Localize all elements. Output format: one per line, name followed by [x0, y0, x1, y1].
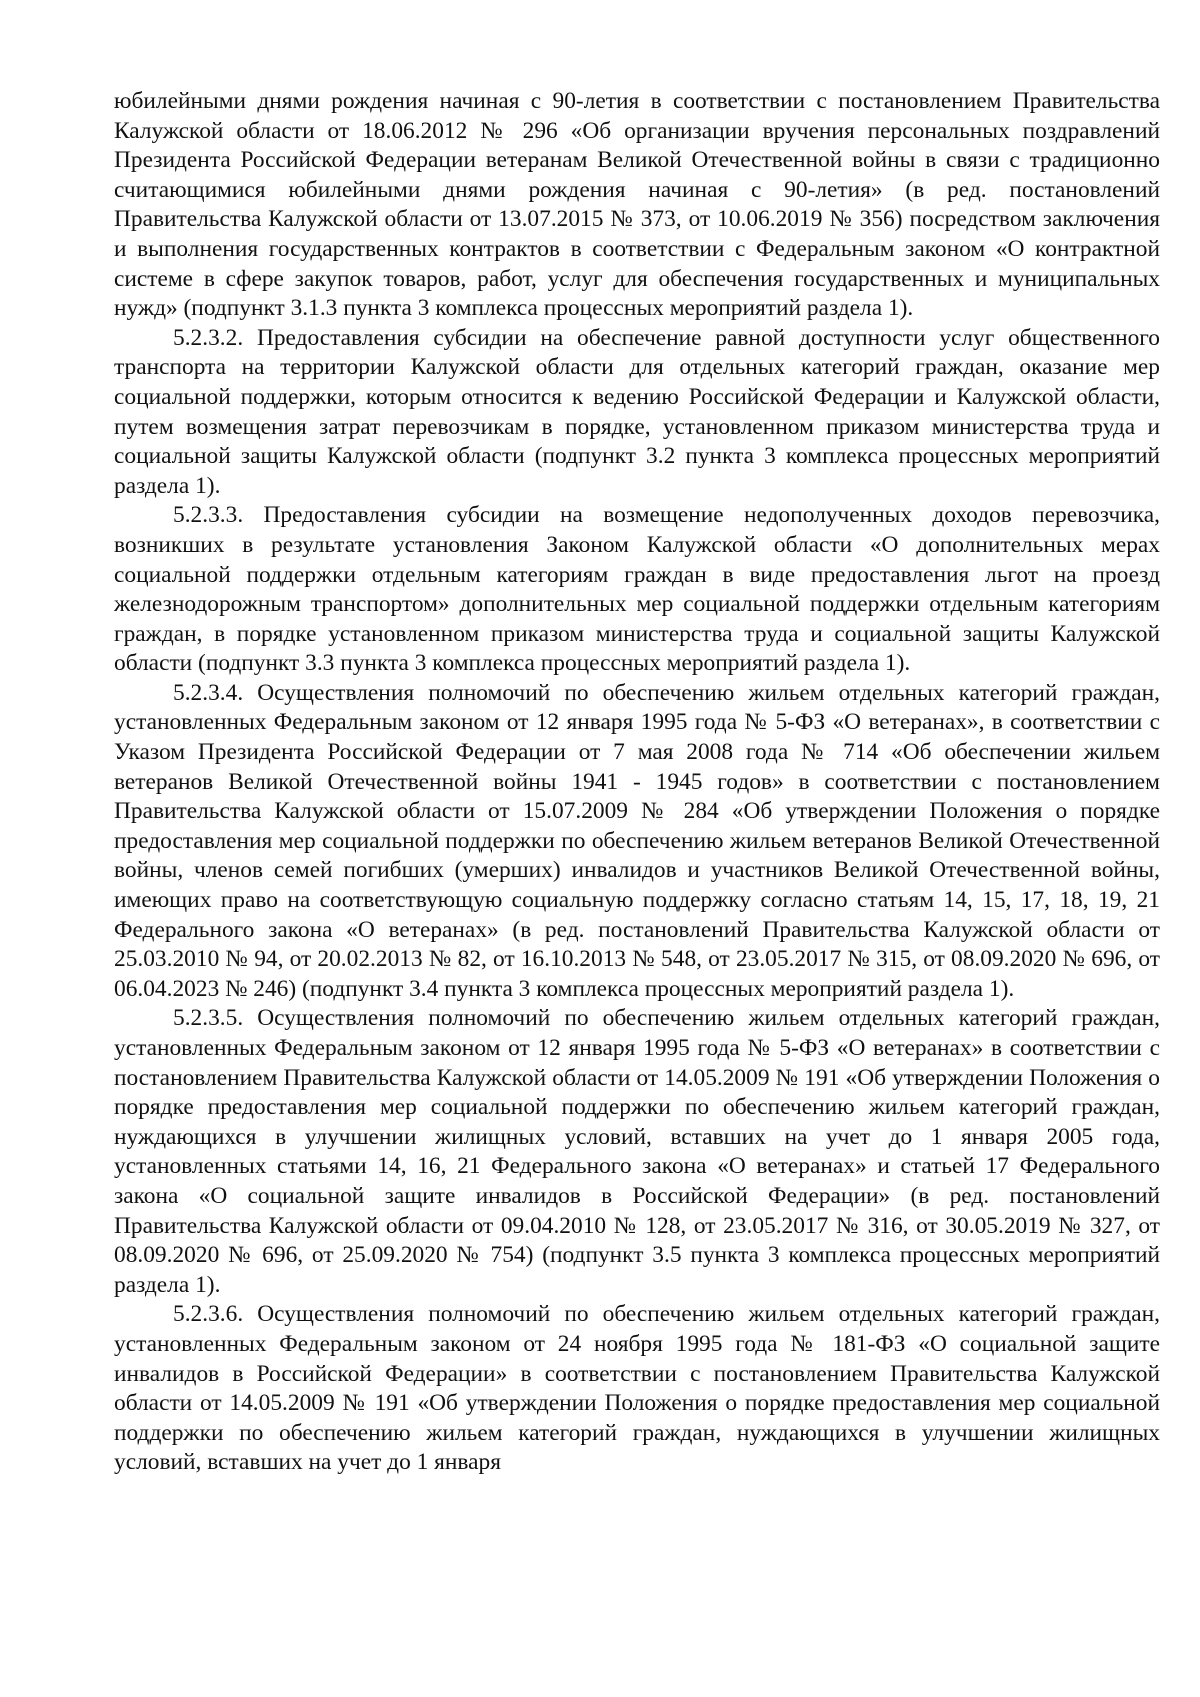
paragraph-5-2-3-6: 5.2.3.6. Осуществления полномочий по обеспечению жильем отдельных категорий граждан, установленных Федеральным законом от 24 ноября 1995 года № 181-ФЗ «О социальной защите инвалидов в Российской Федерации» в соответствии с постановлением Правительства Калужской области от 14.05.2009 № 191 «Об утверждении Положения о порядке предоставления мер социальной поддержки по обеспечению жильем категорий граждан, нуждающихся в улучшении жилищных условий, вставших на учет до 1 января — [114, 1301, 1160, 1476]
document-body — [114, 87, 1160, 1478]
paragraph-5-2-3-3: 5.2.3.3. Предоставления субсидии на возмещение недополученных доходов перевозчика, возникших в результате установления Законом Калужской области «О дополнительных мерах социальной поддержки отдельным категориям граждан в виде предоставления льгот на проезд железнодорожным транспортом» дополнительных мер социальной поддержки отдельным категориям граждан, в порядке установленном приказом министерства труда и социальной защиты Калужской области (подпункт 3.3 пункта 3 комплекса процессных мероприятий раздела 1). — [114, 502, 1160, 677]
paragraph-5-2-3-2: 5.2.3.2. Предоставления субсидии на обеспечение равной доступности услуг общественного транспорта на территории Калужской области для отдельных категорий граждан, оказание мер социальной поддержки, которым относится к ведению Российской Федерации и Калужской области, путем возмещения затрат перевозчикам в порядке, установленном приказом министерства труда и социальной защиты Калужской области (подпункт 3.2 пункта 3 комплекса процессных мероприятий раздела 1). — [114, 324, 1160, 499]
paragraph-5-2-3-5: 5.2.3.5. Осуществления полномочий по обеспечению жильем отдельных категорий граждан, установленных Федеральным законом от 12 января 1995 года № 5-ФЗ «О ветеранах» в соответствии с постановлением Правительства Калужской области от 14.05.2009 № 191 «Об утверждении Положения о порядке предоставления мер социальной поддержки по обеспечению жильем категорий граждан, нуждающихся в улучшении жилищных условий, вставших на учет до 1 января 2005 года, установленных статьями 14, 16, 21 Федерального закона «О ветеранах» и статьей 17 Федерального закона «О социальной защите инвалидов в Российской Федерации» (в ред. постановлений Правительства Калужской области от 09.04.2010 № 128, от 23.05.2017 № 316, от 30.05.2019 № 327, от 08.09.2020 № 696, от 25.09.2020 № 754) (подпункт 3.5 пункта 3 комплекса процессных мероприятий раздела 1). — [114, 1005, 1160, 1298]
paragraph-5-2-3-4: 5.2.3.4. Осуществления полномочий по обеспечению жильем отдельных категорий граждан, установленных Федеральным законом от 12 января 1995 года № 5-ФЗ «О ветеранах», в соответствии с Указом Президента Российской Федерации от 7 мая 2008 года № 714 «Об обеспечении жильем ветеранов Великой Отечественной войны 1941 - 1945 годов» в соответствии с постановлением Правительства Калужской области от 15.07.2009 № 284 «Об утверждении Положения о порядке предоставления мер социальной поддержки по обеспечению жильем ветеранов Великой Отечественной войны, членов семей погибших (умерших) инвалидов и участников Великой Отечественной войны, имеющих право на соответствующую социальную поддержку согласно статьям 14, 15, 17, 18, 19, 21 Федерального закона «О ветеранах» (в ред. постановлений Правительства Калужской области от 25.03.2010 № 94, от 20.02.2013 № 82, от 16.10.2013 № 548, от 23.05.2017 № 315, от 08.09.2020 № 696, от 06.04.2023 № 246) (подпункт 3.4 пункта 3 комплекса процессных мероприятий раздела 1). — [114, 679, 1160, 1002]
paragraph-continuation: юбилейными днями рождения начиная с 90-летия в соответствии с постановлением Правительства Калужской области от 18.06.2012 № 296 «Об организации вручения персональных поздравлений Президента Российской Федерации ветеранам Великой Отечественной войны в связи с традиционно считающимися юбилейными днями рождения начиная с 90-летия» (в ред. постановлений Правительства Калужской области от 13.07.2015 № 373, от 10.06.2019 № 356) посредством заключения и выполнения государственных контрактов в соответствии с Федеральным законом «О контрактной системе в сфере закупок товаров, работ, услуг для обеспечения государственных и муниципальных нужд» (подпункт 3.1.3 пункта 3 комплекса процессных мероприятий раздела 1). — [114, 88, 1160, 322]
